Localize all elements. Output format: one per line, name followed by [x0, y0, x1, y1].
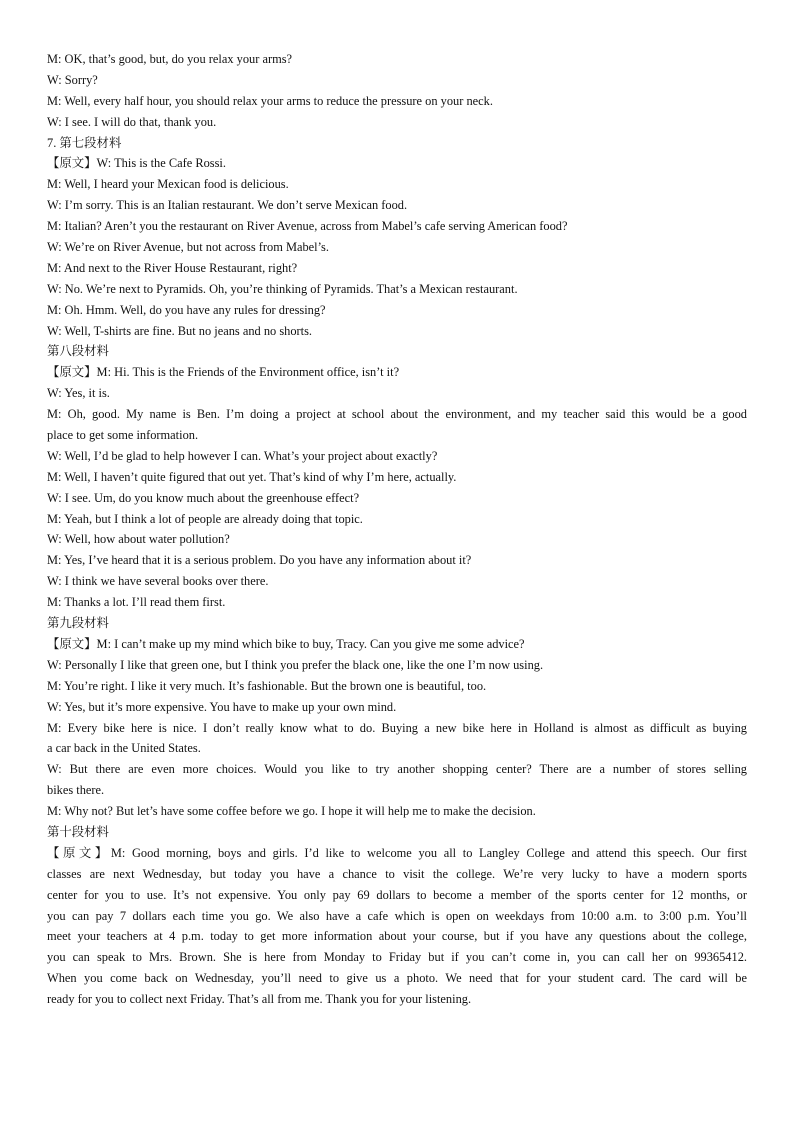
text-line: W: Well, T-shirts are fine. But no jeans and no shorts.	[47, 323, 313, 338]
text-line: W: Well, I’d be glad to help however I can. What’s your project about exactly?	[47, 448, 438, 463]
text-line: W: No. We’re next to Pyramids. Oh, you’re thinking of Pyramids. That’s a Mexican restaurant.	[47, 281, 518, 296]
text-line: W: Personally I like that green one, but I think you prefer the black one, like the one I’m now using.	[47, 657, 544, 672]
section-heading: 第十段材料	[47, 824, 109, 839]
text-line: When you come back on Wednesday, you’ll need to give us a photo. We need that for your student card. The card will be	[47, 971, 747, 986]
document-page	[47, 49, 747, 1010]
text-line: M: Why not? But let’s have some coffee before we go. I hope it will help me to make the decision.	[47, 804, 536, 819]
text-line: M: Well, every half hour, you should relax your arms to reduce the pressure on your neck.	[47, 93, 493, 108]
text-line: ready for you to collect next Friday. That’s all from me. Thank you for your listening.	[47, 992, 472, 1007]
text-line: M: Yeah, but I think a lot of people are already doing that topic.	[47, 511, 363, 526]
text-line: 【原文】M: Hi. This is the Friends of the Environment office, isn’t it?	[47, 365, 400, 380]
text-line: M: OK, that’s good, but, do you relax your arms?	[47, 52, 293, 66]
text-line: W: Yes, it is.	[47, 386, 110, 401]
text-line: W: Sorry?	[47, 72, 98, 87]
text-line: M: Every bike here is nice. I don’t really know what to do. Buying a new bike here in Holland is almost as difficult as buying	[47, 720, 747, 735]
text-line: W: We’re on River Avenue, but not across from Mabel’s.	[47, 240, 329, 255]
text-line: M: Thanks a lot. I’ll read them first.	[47, 595, 226, 610]
text-line: W: Well, how about water pollution?	[47, 532, 230, 547]
text-line: W: I’m sorry. This is an Italian restaurant. We don’t serve Mexican food.	[47, 198, 408, 213]
text-line: M: Well, I heard your Mexican food is delicious.	[47, 177, 289, 192]
text-line: M: You’re right. I like it very much. It’s fashionable. But the brown one is beautiful, too.	[47, 678, 487, 693]
section-heading: 第九段材料	[47, 616, 109, 631]
text-line: M: Oh. Hmm. Well, do you have any rules for dressing?	[47, 302, 326, 317]
text-line: W: Yes, but it’s more expensive. You have to make up your own mind.	[47, 699, 397, 714]
section-heading: 第八段材料	[47, 344, 109, 359]
text-line: M: Well, I haven’t quite figured that out yet. That’s kind of why I’m here, actually.	[47, 469, 457, 484]
text-line: W: I see. I will do that, thank you.	[47, 114, 217, 129]
text-line: 【原文】M: I can’t make up my mind which bike to buy, Tracy. Can you give me some advice?	[47, 636, 525, 651]
text-line: 【原文】M: Good morning, boys and girls. I’d like to welcome you all to Langley College and attend this speech. Our first	[47, 845, 747, 860]
text-line: you can speak to Mrs. Brown. She is here from Monday to Friday but if you can’t come in, you can call her on 99365412.	[47, 950, 747, 965]
text-line: classes are next Wednesday, but today you have a chance to visit the college. We’re very lucky to have a modern sports	[47, 866, 747, 881]
text-line: center for you to use. It’s not expensive. You only pay 69 dollars to become a member of the sports center for 12 months, or	[47, 887, 747, 902]
text-line: bikes there.	[47, 783, 105, 798]
text-line: 【原文】W: This is the Cafe Rossi.	[47, 156, 226, 171]
section-heading: 7. 第七段材料	[47, 135, 122, 150]
text-line: M: Yes, I’ve heard that it is a serious problem. Do you have any information about it?	[47, 553, 472, 568]
text-line: M: And next to the River House Restaurant, right?	[47, 260, 298, 275]
text-line: place to get some information.	[47, 428, 199, 443]
text-line: meet your teachers at 4 p.m. today to get more information about your course, but if you have any questions about the college,	[47, 929, 747, 944]
text-line: you can pay 7 dollars each time you go. We also have a cafe which is open on weekdays from 10:00 a.m. to 3:00 p.m. You’ll	[47, 908, 747, 923]
text-line: a car back in the United States.	[47, 741, 201, 756]
text-line: M: Italian? Aren’t you the restaurant on River Avenue, across from Mabel’s cafe serving American food?	[47, 219, 568, 234]
text-line: W: I think we have several books over there.	[47, 574, 269, 589]
text-line: W: But there are even more choices. Would you like to try another shopping center? There are a number of stores selling	[47, 762, 747, 777]
text-line: W: I see. Um, do you know much about the greenhouse effect?	[47, 490, 360, 505]
text-line: M: Oh, good. My name is Ben. I’m doing a project at school about the environment, and my teacher said this would be a good	[47, 407, 747, 422]
